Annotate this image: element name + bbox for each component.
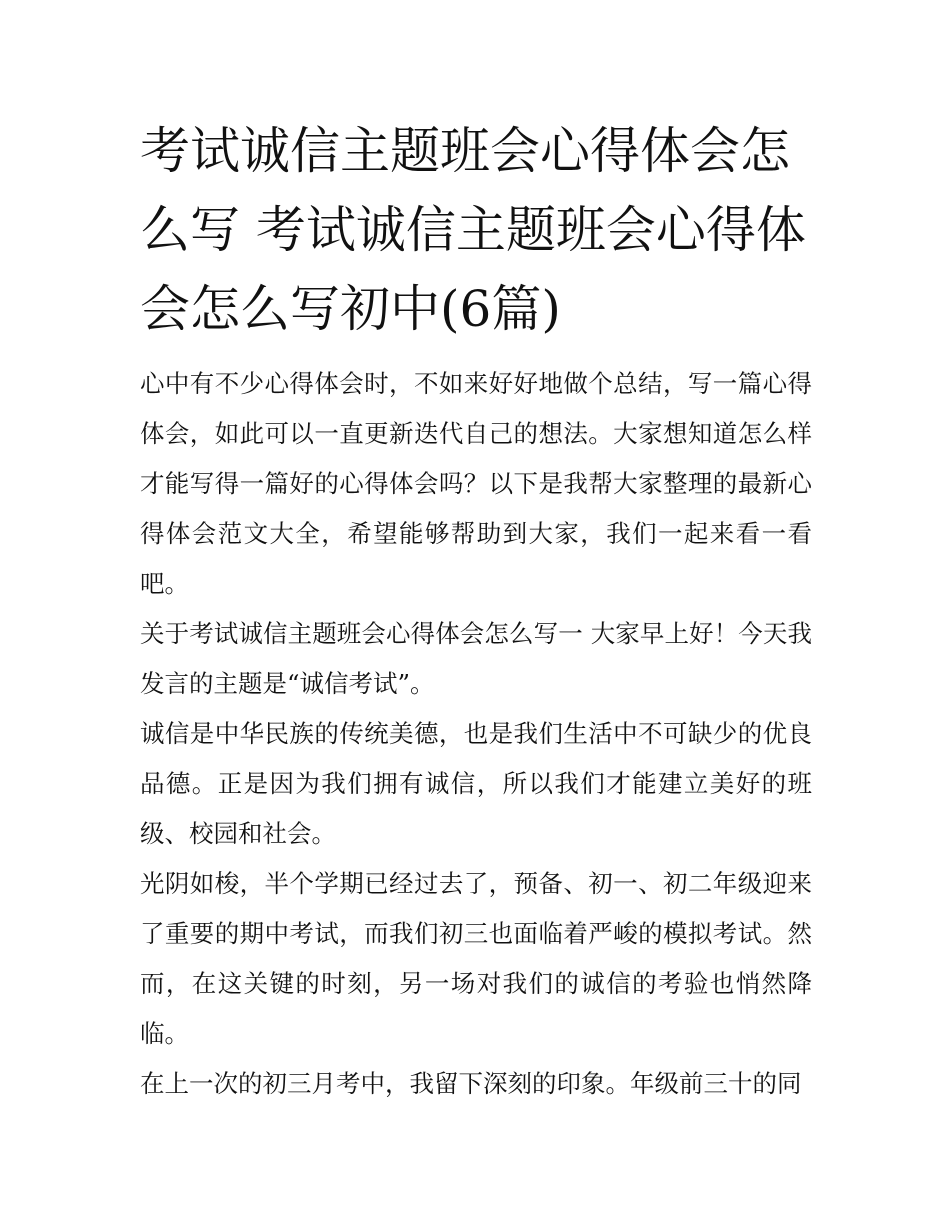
monthly-exam-paragraph: 在上一次的初三月考中，我留下深刻的印象。年级前三十的同 (140, 1069, 802, 1098)
intro-paragraph: 心中有不少心得体会时，不如来好好地做个总结，写一篇心得体会，如此可以一直更新迭代自己的想法。大家想知道怎么样才能写得一篇好的心得体会吗？以下是我帮大家整理的最新心得体会范文大全，希望能够帮助到大家，我们一起来看一看吧。 (140, 369, 812, 598)
section-one-opening-paragraph: 关于考试诚信主题班会心得体会怎么写一 大家早上好！今天我发言的主题是“诚信考试”。 (140, 619, 812, 698)
document-body (140, 112, 812, 1109)
integrity-virtue-paragraph: 诚信是中华民族的传统美德，也是我们生活中不可缺少的优良品德。正是因为我们拥有诚信，所以我们才能建立美好的班级、校园和社会。 (140, 719, 812, 848)
document-title: 考试诚信主题班会心得体会怎么写 考试诚信主题班会心得体会怎么写初中(6篇) (140, 122, 806, 338)
exam-period-paragraph: 光阴如梭，半个学期已经过去了，预备、初一、初二年级迎来了重要的期中考试，而我们初三也面临着严峻的模拟考试。然而，在这关键的时刻，另一场对我们的诚信的考验也悄然降临。 (140, 869, 812, 1048)
